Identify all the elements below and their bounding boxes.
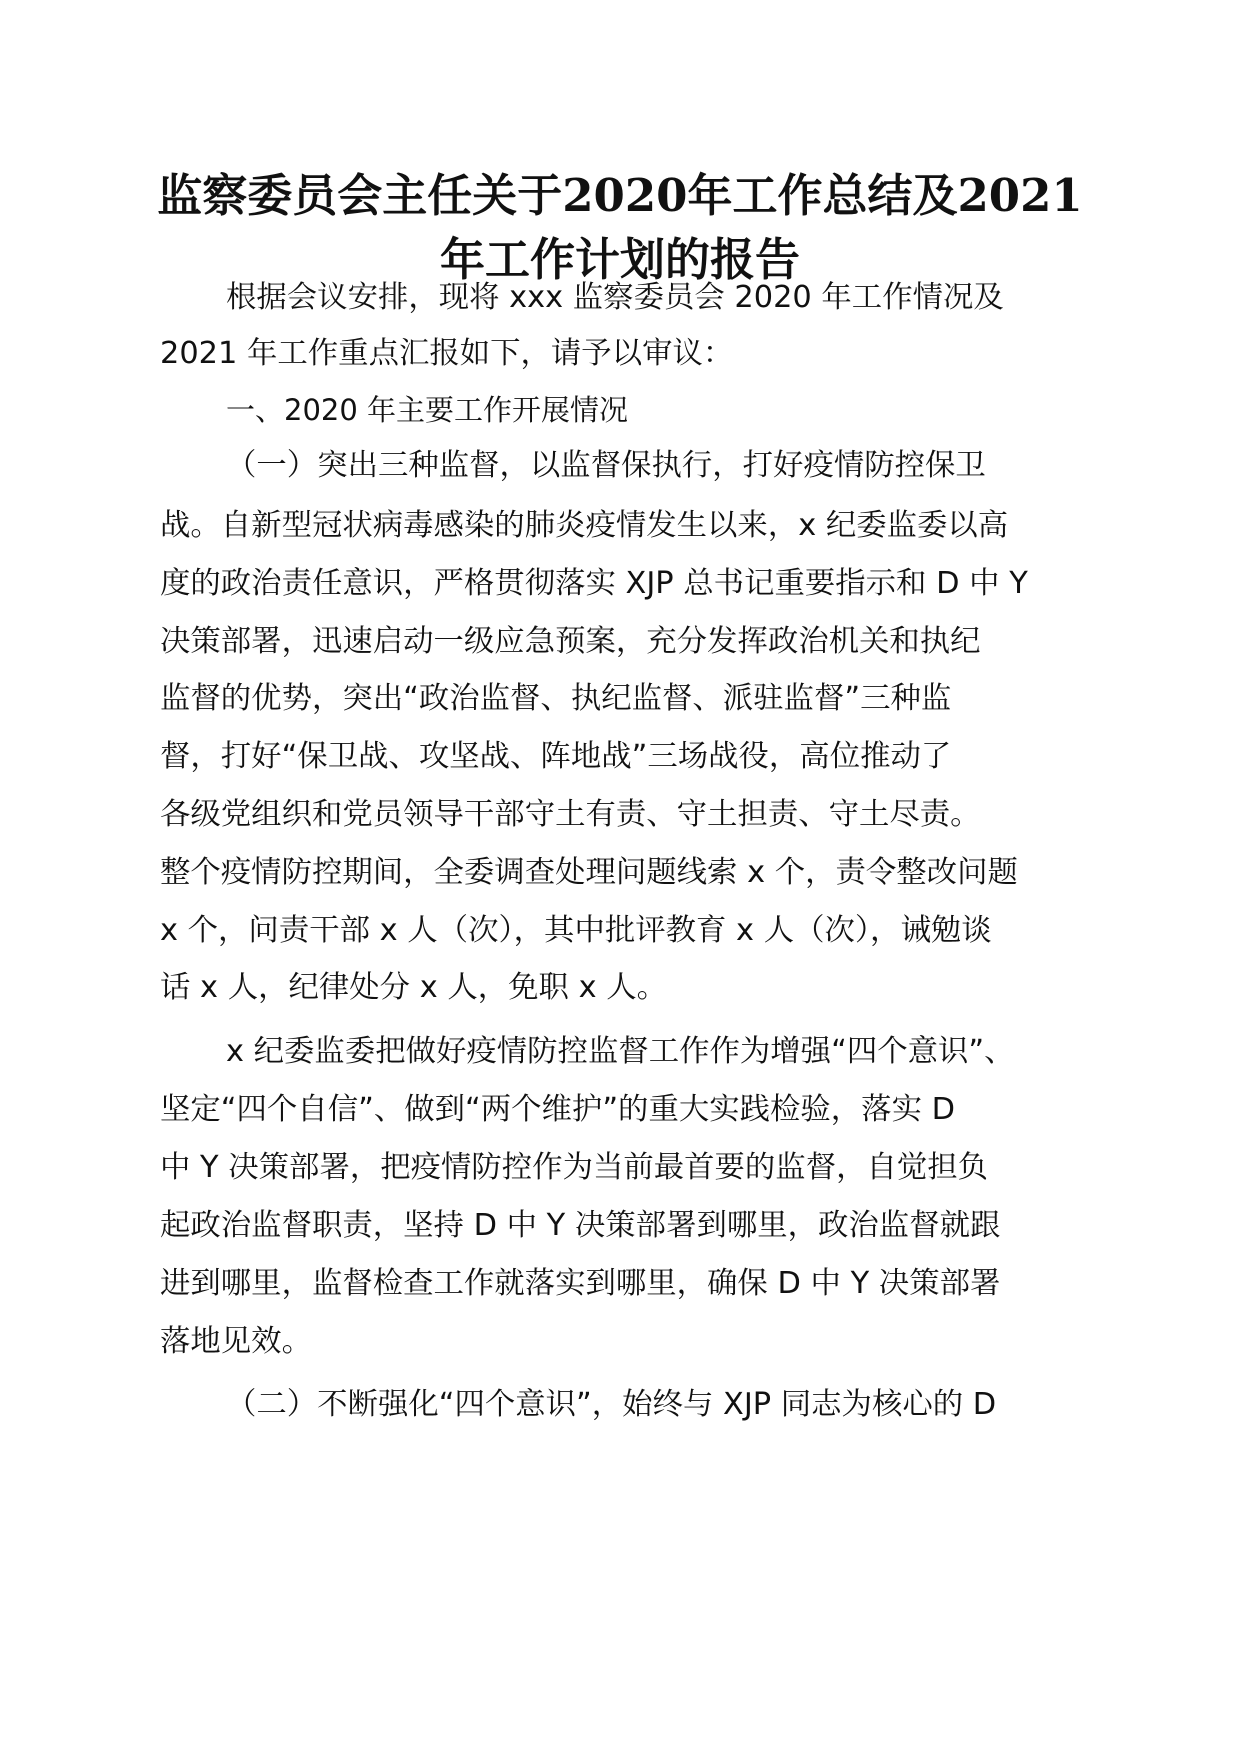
- body-line-12: x 个，问责干部 x 人（次），其中批评教育 x 人（次），诫勉谈: [160, 913, 992, 948]
- body-line-20: （二）不断强化“四个意识”，始终与 XJP 同志为核心的 D: [226, 1387, 997, 1422]
- body-line-1: 根据会议安排，现将 xxx 监察委员会 2020 年工作情况及: [226, 280, 1004, 315]
- document-title-line-1: 监察委员会主任关于2020年工作总结及2021: [157, 169, 1083, 222]
- document-title-line-2: 年工作计划的报告: [439, 233, 800, 286]
- body-line-14: x 纪委监委把做好疫情防控监督工作作为增强“四个意识”、: [226, 1034, 1015, 1069]
- body-line-4: （一）突出三种监督，以监督保执行，打好疫情防控保卫: [226, 448, 986, 483]
- body-line-11: 整个疫情防控期间，全委调查处理问题线索 x 个，责令整改问题: [160, 855, 1018, 890]
- body-line-10: 各级党组织和党员领导干部守土有责、守土担责、守土尽责。: [160, 797, 981, 832]
- body-line-7: 决策部署，迅速启动一级应急预案，充分发挥政治机关和执纪: [160, 624, 981, 659]
- body-line-2: 2021 年工作重点汇报如下，请予以审议：: [160, 336, 734, 371]
- body-line-9: 督，打好“保卫战、攻坚战、阵地战”三场战役，高位推动了: [160, 739, 952, 774]
- body-line-15: 坚定“四个自信”、做到“两个维护”的重大实践检验，落实 D: [160, 1092, 956, 1127]
- body-line-5: 战。自新型冠状病毒感染的肺炎疫情发生以来，x 纪委监委以高: [160, 508, 1009, 543]
- body-line-6: 度的政治责任意识，严格贯彻落实 XJP 总书记重要指示和 D 中 Y: [160, 566, 1028, 601]
- body-line-13: 话 x 人，纪律处分 x 人，免职 x 人。: [160, 970, 667, 1005]
- body-line-8: 监督的优势，突出“政治监督、执纪监督、派驻监督”三种监: [160, 681, 952, 716]
- body-line-19: 落地见效。: [160, 1324, 312, 1359]
- body-line-18: 进到哪里，监督检查工作就落实到哪里，确保 D 中 Y 决策部署: [160, 1266, 1001, 1301]
- body-line-17: 起政治监督职责，坚持 D 中 Y 决策部署到哪里，政治监督就跟: [160, 1208, 1001, 1243]
- section-heading-1: 一、2020 年主要工作开展情况: [226, 393, 629, 427]
- body-line-16: 中 Y 决策部署，把疫情防控作为当前最首要的监督，自觉担负: [160, 1150, 989, 1185]
